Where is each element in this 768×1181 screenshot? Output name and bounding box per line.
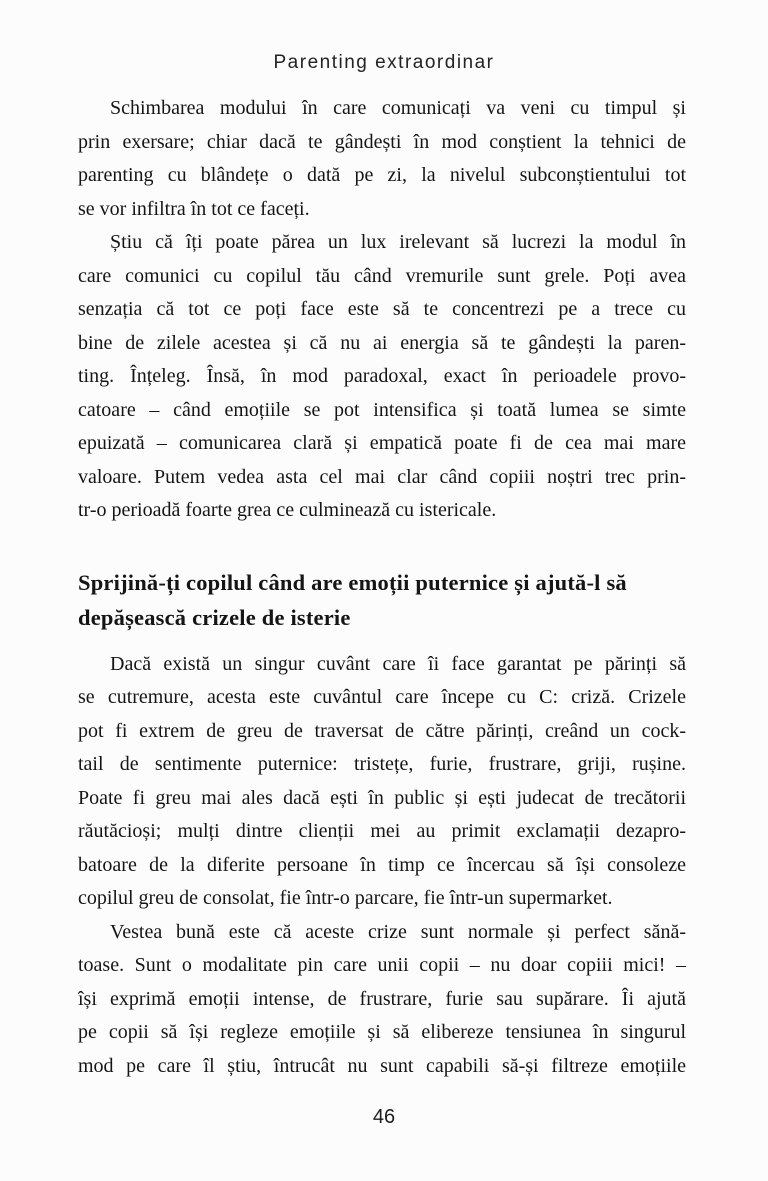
text-line: își exprimă emoții intense, de frustrare, furie sau supărare. Îi ajută [78, 987, 686, 1010]
text-line: bine de zilele acestea și că nu ai energia să te gândești la paren- [78, 331, 686, 354]
text-line: se vor infiltra în tot ce faceți. [78, 197, 310, 220]
text-line: depășească crizele de isterie [78, 604, 351, 630]
text-line: Schimbarea modului în care comunicați va veni cu timpul și [110, 97, 686, 119]
text-line: tr-o perioadă foarte grea ce culminează cu istericale. [78, 499, 497, 521]
paragraph [78, 916, 686, 1084]
text-line: copilul greu de consolat, fie într-o parcare, fie într-un supermarket. [78, 887, 613, 909]
text-line: Poate fi greu mai ales dacă ești în public și ești judecat de trecătorii [78, 786, 686, 809]
text-line: Știu că îți poate părea un lux irelevant să lucrezi la modul în [110, 231, 686, 253]
text-line: valoare. Putem vedea asta cel mai clar când copiii noștri trec prin- [78, 465, 686, 488]
page-content [78, 92, 686, 1083]
text-line: catoare – când emoțiile se pot intensifica și toată lumea se simte [78, 398, 686, 421]
paragraph [78, 92, 686, 226]
text-line: prin exersare; chiar dacă te gândești în mod conștient la tehnici de [78, 130, 686, 153]
text-line: care comunici cu copilul tău când vremurile sunt grele. Poți avea [78, 264, 686, 287]
text-line: tail de sentimente puternice: tristețe, furie, frustrare, griji, rușine. [78, 753, 686, 775]
running-header: Parenting extraordinar [273, 52, 495, 73]
text-line: batoare de la diferite persoane în timp ce încercau să își consoleze [78, 853, 686, 876]
text-line: mod pe care îl știu, întrucât nu sunt capabili să-și filtreze emoțiile [78, 1054, 686, 1077]
text-line: se cutremure, acesta este cuvântul care începe cu C: criză. Crizele [78, 686, 686, 708]
text-line: Vestea bună este că aceste crize sunt normale și perfect sănă- [110, 920, 686, 943]
text-line: răutăcioși; mulți dintre clienții mei au primit exclamații dezapro- [78, 820, 686, 842]
paragraph [78, 226, 686, 528]
text-line: senzația că tot ce poți face este să te concentrezi pe a trece cu [78, 298, 686, 320]
section-heading [78, 565, 686, 635]
text-line: pe copii să își regleze emoțiile și să elibereze tensiunea în singurul [78, 1021, 686, 1043]
paragraph [78, 648, 686, 916]
text-line: toase. Sunt o modalitate pin care unii copii – nu doar copiii mici! – [78, 954, 686, 976]
text-line: Sprijină-ți copilul când are emoții puternice și ajută-l să [78, 569, 627, 595]
text-line: ting. Înțeleg. Însă, în mod paradoxal, exact în perioadele provo- [78, 365, 686, 387]
text-line: Dacă există un singur cuvânt care îi face garantat pe părinți să [110, 652, 686, 675]
text-line: epuizată – comunicarea clară și empatică poate fi de cea mai mare [78, 432, 686, 454]
page-number: 46 [372, 1106, 396, 1128]
text-line: pot fi extrem de greu de traversat de către părinți, creând un cock- [78, 719, 686, 742]
text-line: parenting cu blândețe o dată pe zi, la nivelul subconștientului tot [78, 164, 686, 186]
